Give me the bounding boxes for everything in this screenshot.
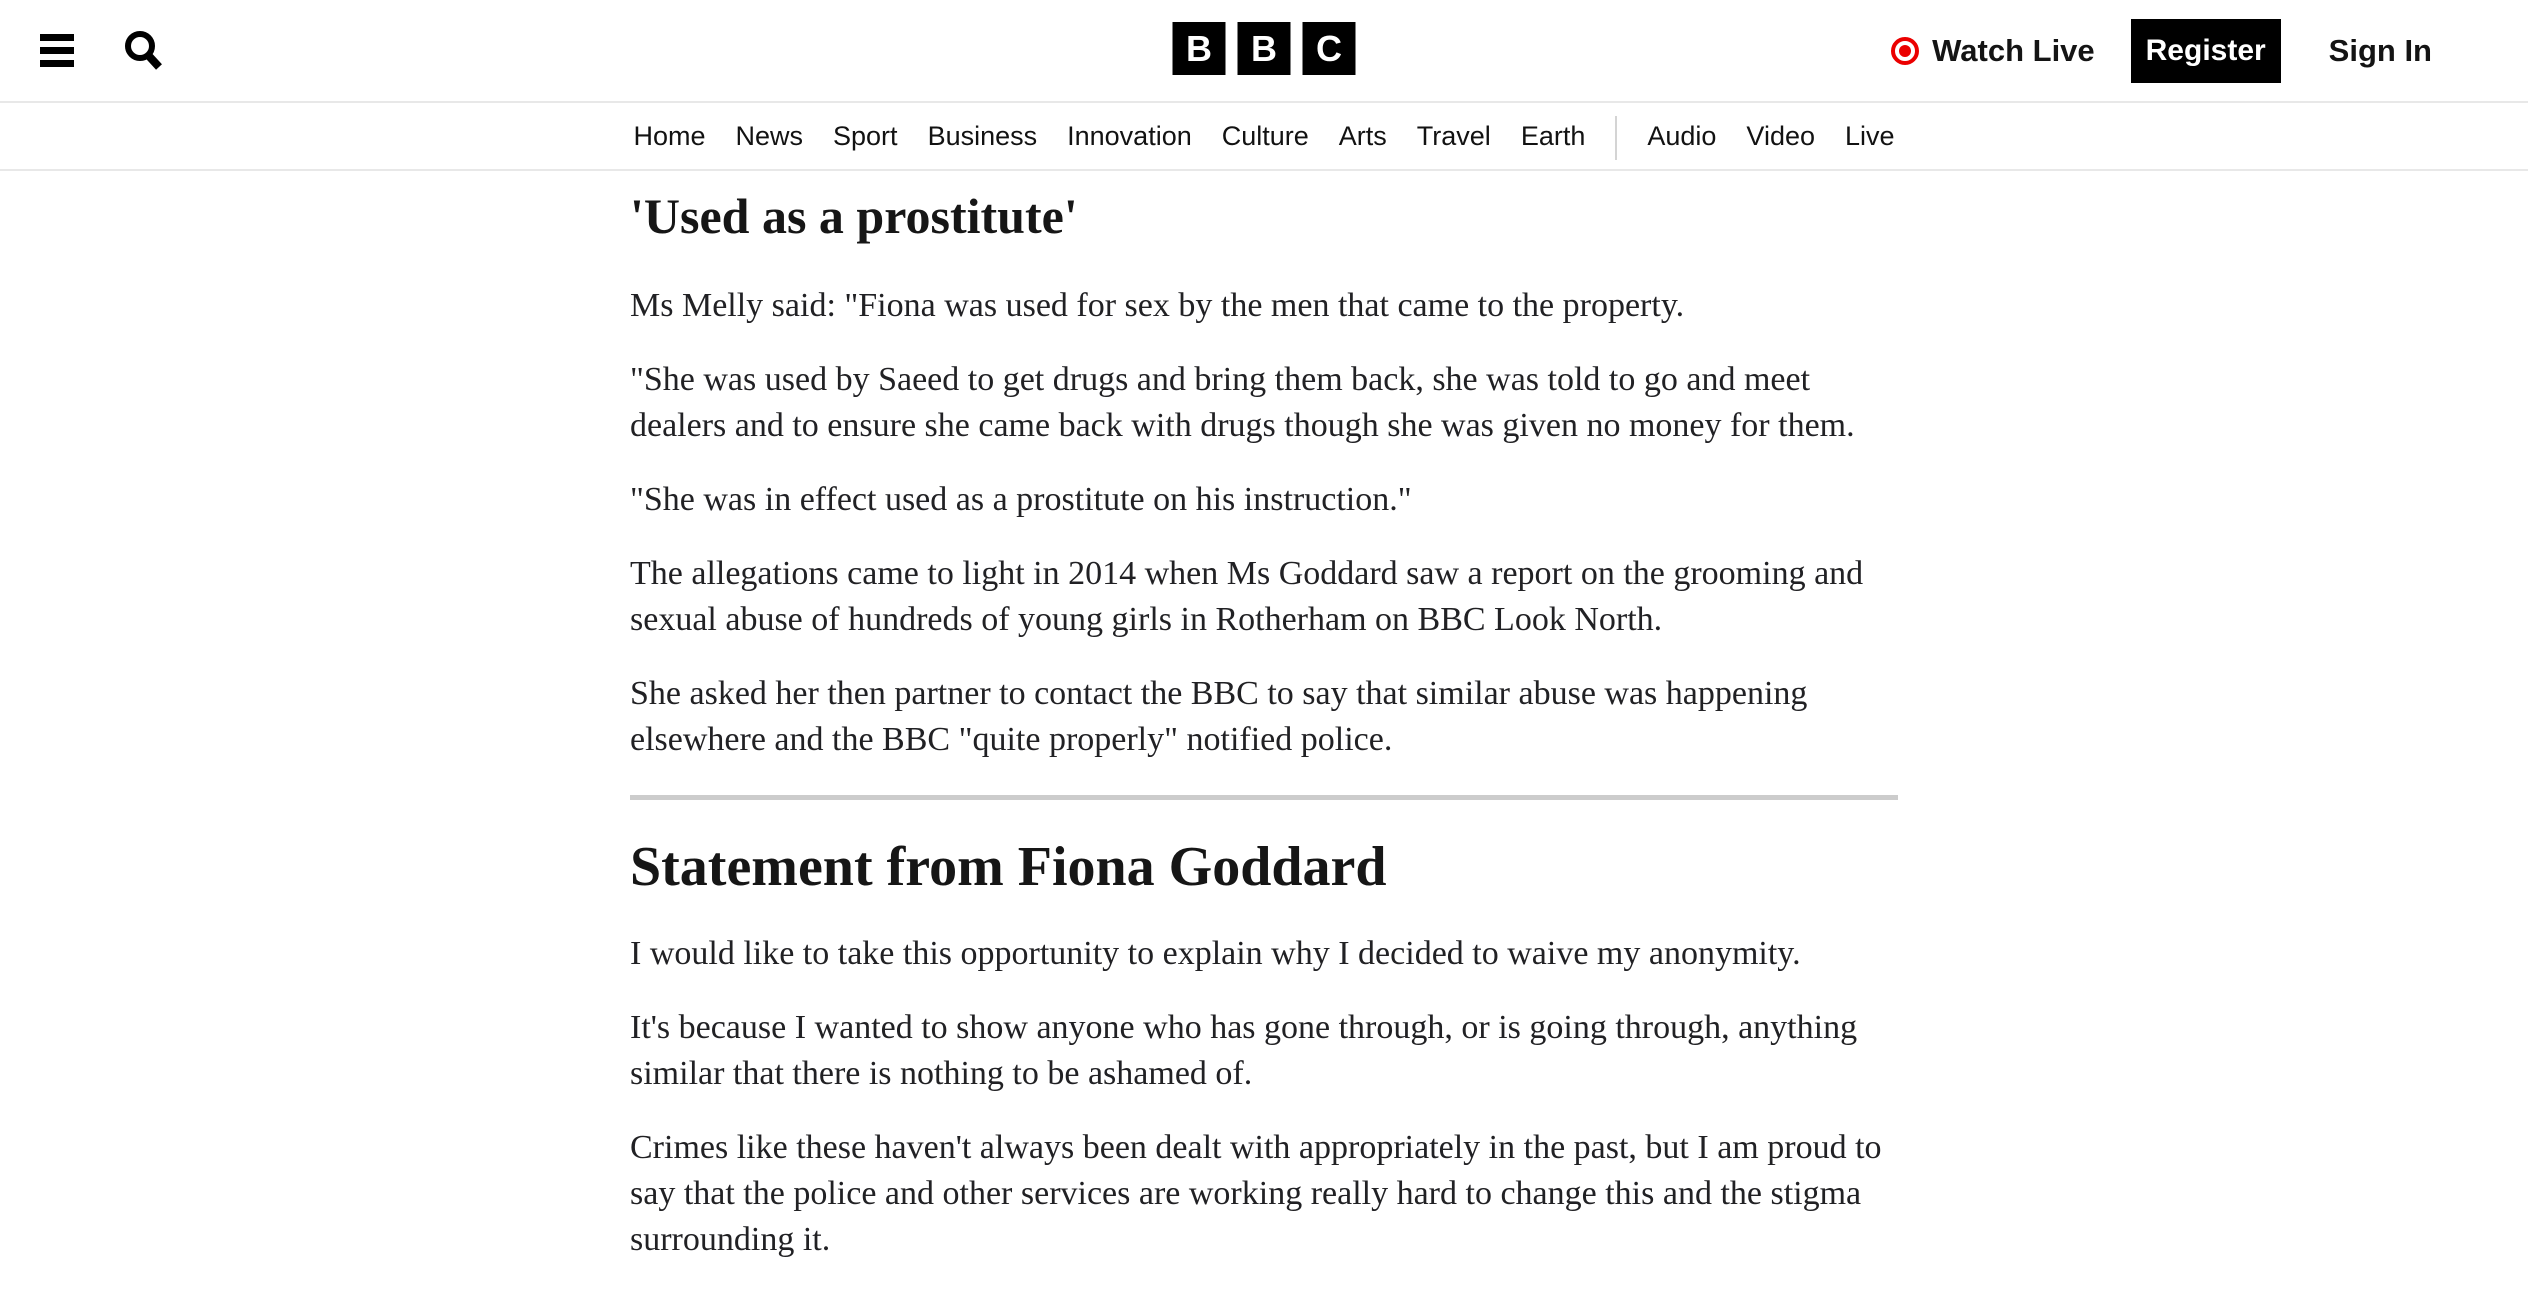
sign-in-button[interactable]: Sign In: [2328, 32, 2432, 68]
article-paragraph: It's because I wanted to show anyone who has gone through, or is going through, anything similar that there is nothing to be ashamed of.: [630, 1009, 1858, 1092]
article-paragraph: "She was in effect used as a prostitute on his instruction.": [630, 481, 1412, 518]
article-paragraph: Crimes like these haven't always been dealt with appropriately in the past, but I am proud to say that the police and other services are working really hard to change this and the stigma surrounding it.: [630, 1129, 1882, 1258]
nav-item-audio[interactable]: Audio: [1647, 120, 1717, 151]
bbc-logo-block-3: C: [1303, 22, 1356, 75]
section-divider: [630, 795, 1898, 800]
top-bar-left-group: [40, 31, 164, 71]
nav-item-news[interactable]: News: [735, 120, 804, 151]
article-paragraph: Ms Melly said: "Fiona was used for sex by the men that came to the property.: [630, 287, 1685, 324]
nav-item-innovation[interactable]: Innovation: [1067, 120, 1192, 151]
article-paragraph: "She was used by Saeed to get drugs and bring them back, she was told to go and meet dealers and to ensure she came back with drugs though she was given no money for them.: [630, 361, 1855, 444]
watch-live-label: Watch Live: [1932, 32, 2095, 68]
nav-item-home[interactable]: Home: [633, 120, 706, 151]
primary-nav: [0, 103, 2528, 171]
top-bar-right-group: [1890, 19, 2432, 83]
watch-live-button[interactable]: [1890, 33, 2095, 69]
nav-item-business[interactable]: Business: [927, 120, 1038, 151]
bbc-logo-block-2: B: [1238, 22, 1291, 75]
bbc-logo[interactable]: [1173, 22, 1356, 75]
article-paragraph: She asked her then partner to contact the BBC to say that similar abuse was happening elsewhere and the BBC "quite properly" notified police.: [630, 675, 1808, 758]
article-paragraph: I would like to take this opportunity to explain why I decided to waive my anonymity.: [630, 935, 1801, 972]
search-button[interactable]: [124, 31, 164, 71]
register-button[interactable]: Register: [2131, 19, 2281, 83]
article-body: [630, 187, 1898, 1263]
nav-divider: [1615, 116, 1617, 160]
article-paragraph: The allegations came to light in 2014 when Ms Goddard saw a report on the grooming and sexual abuse of hundreds of young girls in Rotherham on BBC Look North.: [630, 555, 1864, 638]
section-heading-used-as-a-prostitute: 'Used as a prostitute': [630, 188, 1078, 244]
menu-icon: [40, 34, 74, 67]
top-bar: [0, 0, 2528, 103]
live-record-icon: [1890, 36, 1920, 66]
nav-item-culture[interactable]: Culture: [1221, 120, 1309, 151]
nav-item-live[interactable]: Live: [1845, 120, 1895, 151]
section-heading-statement-from-fiona-goddard: Statement from Fiona Goddard: [630, 836, 1387, 898]
search-icon: [124, 31, 164, 71]
menu-button[interactable]: [40, 34, 74, 67]
nav-item-sport[interactable]: Sport: [833, 120, 898, 151]
nav-item-travel[interactable]: Travel: [1416, 120, 1491, 151]
bbc-logo-block-1: B: [1173, 22, 1226, 75]
nav-item-video[interactable]: Video: [1746, 120, 1815, 151]
nav-item-earth[interactable]: Earth: [1520, 120, 1586, 151]
nav-item-arts[interactable]: Arts: [1338, 120, 1387, 151]
